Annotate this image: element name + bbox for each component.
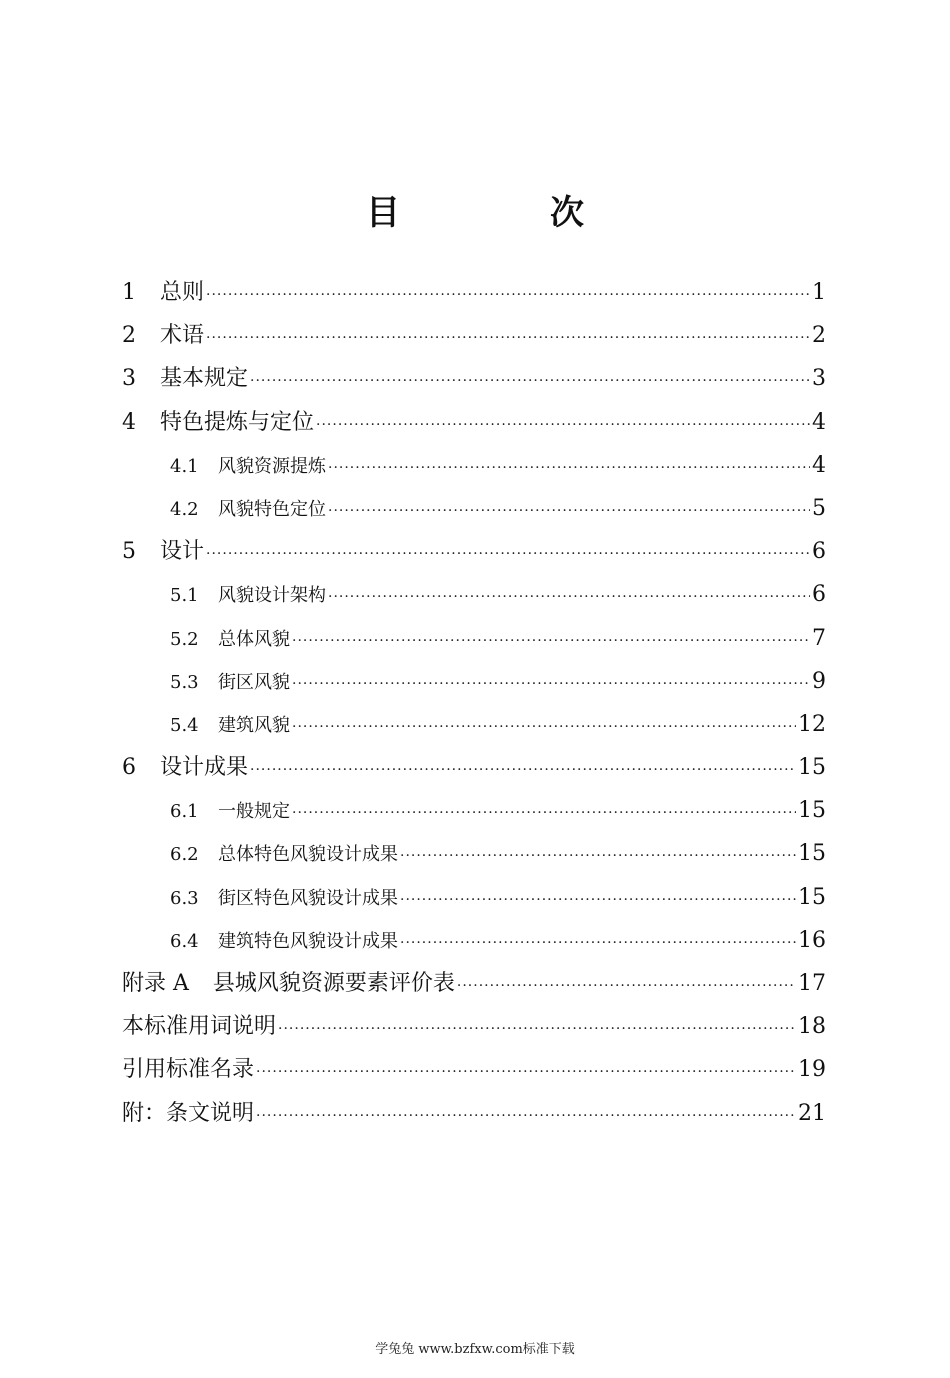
toc-dot-leader [206, 533, 810, 576]
toc-entry-number: 1 [122, 280, 136, 305]
toc-dot-leader [250, 360, 810, 403]
toc-dot-leader [400, 922, 796, 965]
toc-entry-page-number: 16 [798, 927, 826, 953]
toc-entry-label: 总体风貌 [218, 628, 290, 650]
toc-entry[interactable] [122, 1005, 826, 1048]
toc-entry-number: 6.3 [170, 887, 199, 909]
toc-entry-label: 总体特色风貌设计成果 [218, 844, 398, 866]
toc-entry-page-number: 19 [798, 1057, 826, 1083]
toc-entry[interactable] [122, 271, 826, 314]
toc-entry-label: 街区特色风貌设计成果 [218, 887, 398, 909]
toc-entry-page-number: 6 [812, 582, 826, 608]
toc-entry-page-number: 18 [798, 1014, 826, 1040]
toc-entry-number: 5.4 [170, 714, 199, 736]
toc-entry-label: 设计 [160, 539, 205, 565]
toc-entry-number: 4 [122, 409, 136, 435]
toc-entry[interactable] [122, 573, 826, 616]
toc-entry-page-number: 15 [798, 841, 826, 867]
toc-entry-label: 县城风貌资源要素评价表 [212, 971, 455, 996]
toc-entry[interactable] [122, 919, 826, 962]
toc-entry-label: 本标准用词说明 [122, 1014, 277, 1040]
toc-entry-page-number: 2 [812, 323, 826, 349]
toc-entry-label: 街区风貌 [218, 671, 290, 693]
toc-dot-leader [328, 490, 810, 533]
toc-dot-leader [292, 792, 796, 835]
toc-entry[interactable] [122, 314, 826, 357]
toc-entry-number: 5 [122, 539, 136, 565]
toc-entry-page-number: 4 [812, 409, 826, 435]
toc-entry[interactable] [122, 617, 826, 660]
toc-entry[interactable] [122, 876, 826, 919]
page-title: 目 次 [366, 193, 642, 233]
toc-dot-leader [328, 576, 810, 619]
toc-entry-number: 3 [122, 366, 136, 392]
toc-entry-label: 术语 [160, 323, 205, 349]
footer-watermark: 学兔兔 www.bzfxw.com标准下载 [375, 1342, 575, 1357]
toc-entry-label: 建筑风貌 [218, 714, 290, 736]
toc-dot-leader [292, 663, 810, 706]
toc-entry-label: 风貌特色定位 [218, 498, 326, 520]
toc-entry-page-number: 5 [812, 495, 826, 521]
toc-entry-page-number: 15 [798, 798, 826, 824]
toc-dot-leader [316, 404, 810, 447]
table-of-contents [122, 271, 826, 1135]
toc-entry[interactable] [122, 401, 826, 444]
toc-entry[interactable] [122, 1092, 826, 1135]
toc-entry[interactable] [122, 962, 826, 1005]
toc-entry-label: 设计成果 [160, 755, 249, 781]
toc-entry[interactable] [122, 444, 826, 487]
toc-dot-leader [292, 620, 810, 663]
toc-entry-number: 5.1 [170, 585, 199, 607]
toc-dot-leader [256, 1051, 796, 1094]
toc-entry-number: 5.3 [170, 671, 199, 693]
toc-entry[interactable] [122, 703, 826, 746]
toc-entry-page-number: 17 [798, 971, 826, 996]
toc-entry-number: 2 [122, 323, 136, 349]
toc-entry-number: 6 [122, 755, 136, 781]
toc-entry-number: 4.1 [170, 455, 199, 477]
toc-dot-leader [206, 317, 810, 360]
toc-entry-label: 一般规定 [218, 801, 290, 823]
toc-dot-leader [400, 835, 796, 878]
toc-entry[interactable] [122, 357, 826, 400]
toc-entry-number: 附录 A [122, 971, 189, 996]
toc-entry-label: 特色提炼与定位 [160, 409, 315, 435]
toc-dot-leader [278, 1008, 796, 1051]
toc-entry[interactable] [122, 832, 826, 875]
toc-entry-label: 建筑特色风貌设计成果 [218, 930, 398, 952]
toc-entry[interactable] [122, 746, 826, 789]
toc-entry-label: 风貌设计架构 [218, 585, 326, 607]
toc-entry-page-number: 7 [812, 625, 826, 651]
toc-entry[interactable] [122, 487, 826, 530]
toc-dot-leader [256, 1095, 796, 1138]
toc-dot-leader [250, 749, 796, 792]
toc-dot-leader [206, 274, 810, 317]
toc-entry-label: 基本规定 [160, 366, 249, 392]
toc-entry-page-number: 1 [812, 280, 826, 305]
toc-dot-leader [457, 965, 796, 1008]
toc-entry-page-number: 3 [812, 366, 826, 392]
toc-entry-number: 6.2 [170, 844, 199, 866]
toc-dot-leader [400, 879, 796, 922]
toc-entry-page-number: 15 [798, 755, 826, 781]
toc-entry-label: 引用标准名录 [122, 1057, 255, 1083]
toc-entry-page-number: 15 [798, 884, 826, 910]
toc-entry-number: 5.2 [170, 628, 199, 650]
toc-entry[interactable] [122, 660, 826, 703]
toc-entry-page-number: 21 [798, 1100, 826, 1126]
toc-entry[interactable] [122, 1048, 826, 1091]
toc-entry-page-number: 6 [812, 539, 826, 565]
toc-entry-number: 6.4 [170, 930, 199, 952]
toc-entry-number: 6.1 [170, 801, 199, 823]
toc-entry-page-number: 12 [798, 711, 826, 737]
toc-entry-label: 附：条文说明 [122, 1100, 255, 1126]
toc-entry[interactable] [122, 789, 826, 832]
toc-entry-page-number: 4 [812, 452, 826, 478]
toc-entry[interactable] [122, 530, 826, 573]
toc-entry-page-number: 9 [812, 668, 826, 694]
toc-dot-leader [292, 706, 796, 749]
toc-dot-leader [328, 447, 810, 490]
toc-entry-label: 总则 [160, 280, 205, 305]
toc-entry-number: 4.2 [170, 498, 199, 520]
toc-entry-label: 风貌资源提炼 [218, 455, 326, 477]
